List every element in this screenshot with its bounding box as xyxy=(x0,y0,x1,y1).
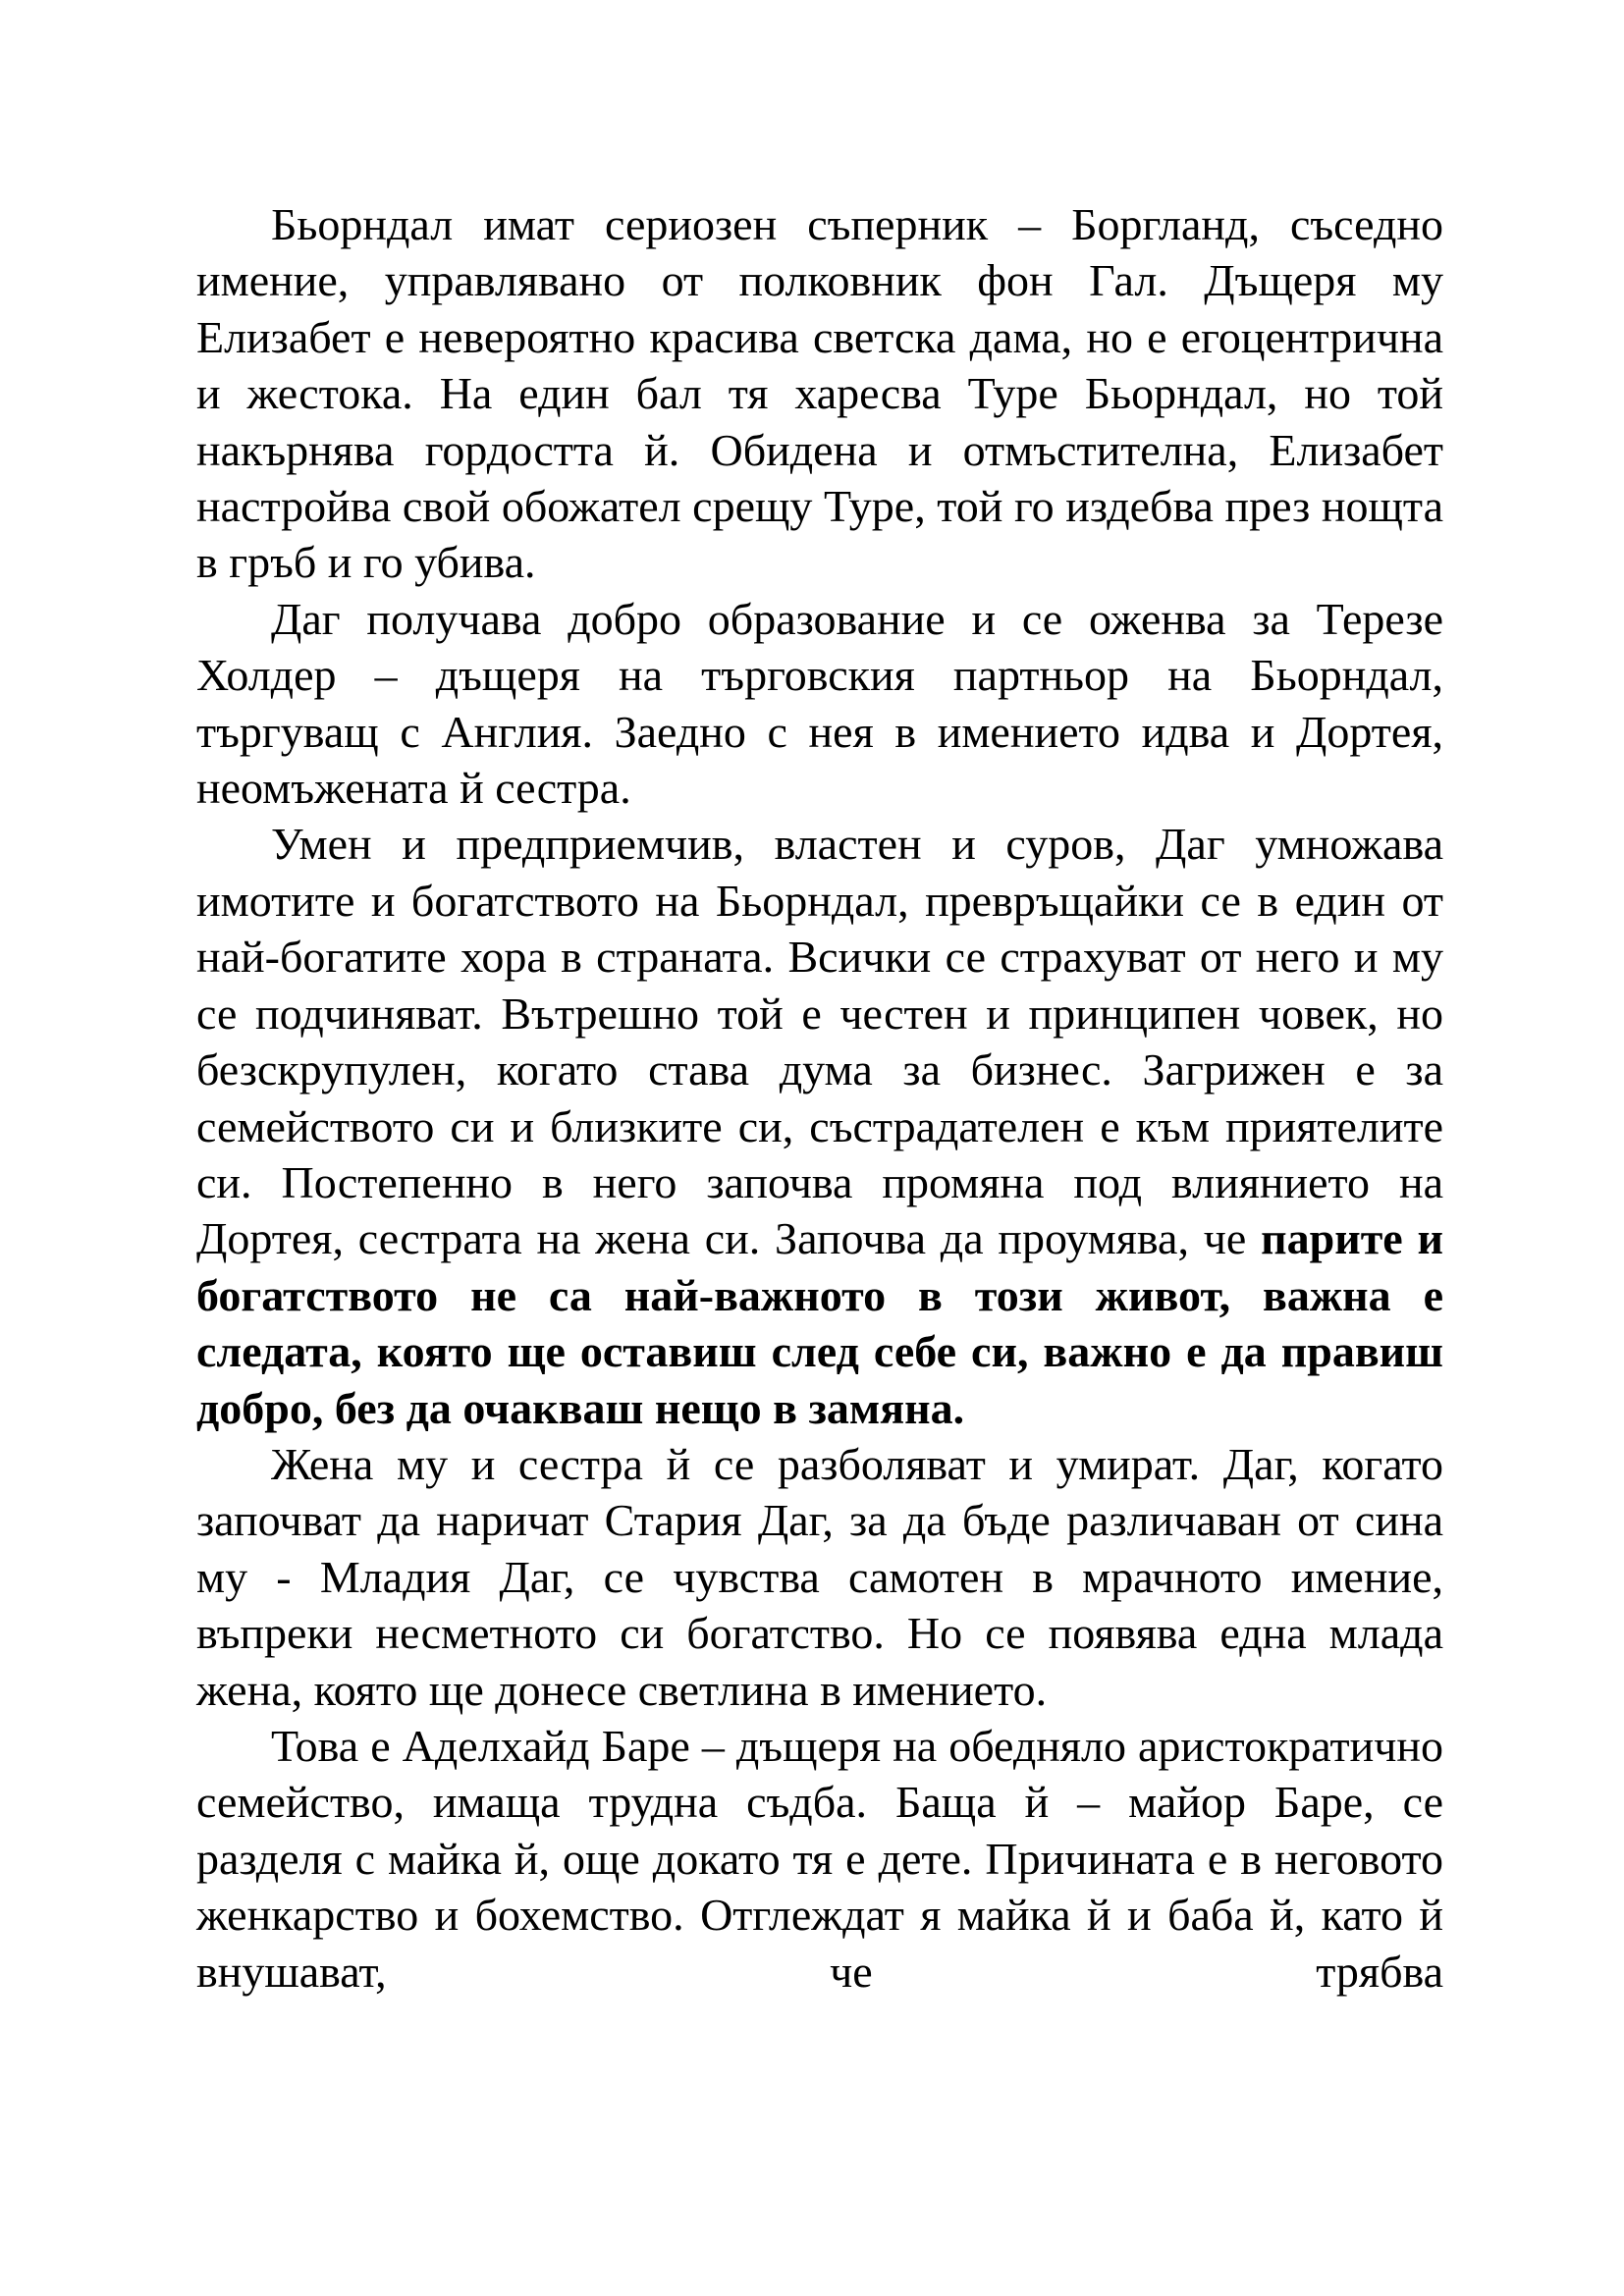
paragraph-5: Това е Аделхайд Баре – дъщеря на обедняло аристократично семейство, имаща трудна съдба. Баща й – майор Баре, се разделя с майка й, още докато тя е дете. Причината е в неговото женкарство и бохемство. Отглеждат я майка й и баба й, като й внушават, че трябва xyxy=(196,1720,1443,1997)
paragraph-3-bold-text: парите и богатството не са най-важното в този живот, важна е следата, която ще оставиш след себе си, важно е да правиш добро, без да очакваш нещо в замяна. xyxy=(196,1213,1444,1433)
document-page xyxy=(196,196,1443,2000)
paragraph-4: Жена му и сестра й се разболяват и умират. Даг, когато започват да наричат Стария Даг, за да бъде различаван от сина му - Младия Даг, се чувства самотен в мрачното имение, въпреки несметното си богатство. Но се появява една млада жена, която ще донесе светлина в имението. xyxy=(196,1438,1443,1715)
paragraph-3-text: Умен и предприемчив, властен и суров, Даг умножава имотите и богатството на Бьорндал, превръщайки се в един от най-богатите хора в страната. Всички се страхуват от него и му се подчиняват. Вътрешно той е честен и принципен човек, но безскрупулен, когато става дума за бизнес. Загрижен е за семейството си и близките си, състрадателен е към приятелите си. Постепенно в него започва промяна под влиянието на Дортея, сестрата на жена си. Започва да проумява, че xyxy=(196,819,1443,1264)
paragraph-2: Даг получава добро образование и се оженва за Терезе Холдер – дъщеря на търговския партньор на Бьорндал, търгуващ с Англия. Заедно с нея в имението идва и Дортея, неомъжената й сестра. xyxy=(196,593,1443,814)
paragraph-1: Бьорндал имат сериозен съперник – Боргланд, съседно имение, управлявано от полковник фон Гал. Дъщеря му Елизабет е невероятно красива светска дама, но е егоцентрична и жестока. На един бал тя харесва Туре Бьорндал, но той накърнява гордостта й. Обидена и отмъстителна, Елизабет настройва свой обожател срещу Туре, той го издебва през нощта в гръб и го убива. xyxy=(196,199,1443,588)
paragraph-3 xyxy=(196,816,1443,1435)
